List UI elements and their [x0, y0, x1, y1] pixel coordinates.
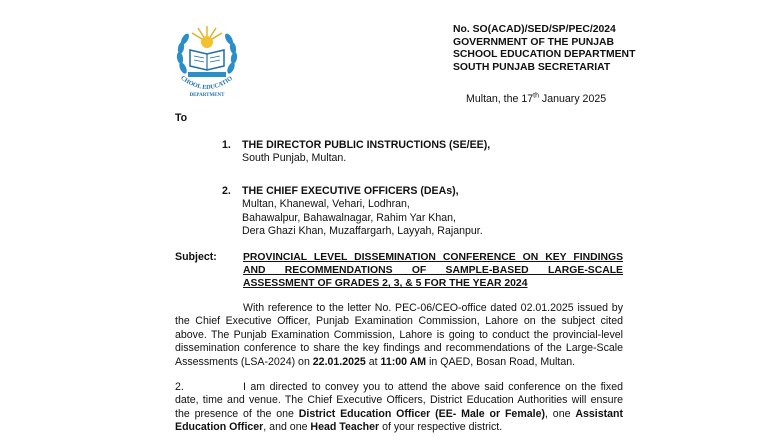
recipient-line: Bahawalpur, Bahawalnagar, Rahim Yar Khan,	[242, 211, 456, 224]
recipient-line: Dera Ghazi Khan, Muzaffargarh, Layyah, Rajanpur.	[242, 225, 483, 238]
recipient-line: Multan, Khanewal, Vehari, Lodhran,	[242, 198, 410, 211]
recipient-title: THE CHIEF EXECUTIVE OFFICERS (DEAs),	[242, 185, 459, 197]
subject-label: Subject:	[175, 251, 217, 263]
reference-number: No. SO(ACAD)/SED/SP/PEC/2024	[453, 24, 616, 35]
letter-header	[453, 24, 635, 74]
header-line-3: SOUTH PUNJAB SECRETARIAT	[453, 61, 611, 73]
letter-page: CHOOL EDUCATIO DEPARTMENT No. SO(ACAD)/SED/SP/PEC/2024 GOVERNMENT OF THE PUNJAB SCHOOL EDUCATION DEPARTMENT SOUTH PUNJAB SECRETARIAT Multan, the 17th January 2025 To 1. THE DIRECTOR PUBLIC INSTRUCTIONS (SE/EE), South Punjab, Multan. 2. THE CHIEF EXECUTIVE OFFICERS (DEAs), Multan, Khanewal, Vehari, Lodhran, Bahawalpur, Bahawalnagar, Rahim Yar Khan, Dera Ghazi Khan, Muzaffargarh, Layyah, Rajanpur. Subject: PROVINCIAL LEVEL DISSEMINATION CONFERENCE ON KEY FINDINGS AND RECOMMENDATIONS OF SAMPLE-BASED LARGE-SCALE ASSESSMENT OF GRADES 2, 3, & 5 FOR THE YEAR 2024 With reference to the letter No. PEC-06/CEO-office dated 02.01.2025 issued by the Chief Executive Officer, Punjab Examination Commission, Lahore on the subject cited above. The Punjab Examination Commission, Lahore is going to conduct the provincial-level dissemination conference to share the key findings and recommendations of the Large-Scale Assessments (LSA-2024) on 22.01.2025 at 11:00 AM in QAED, Bosan Road, Multan. 2. I am directed to convey you to attend the above said conference on the fixed date, time and venue. The Chief Executive Officers, District Education Authorities will ensure the presence of the one District Education Officer (EE- Male or Female), one Assistant Education Officer, and one Head Teacher of your respective district.	[0, 0, 768, 443]
department-logo	[170, 20, 244, 98]
recipient-line: South Punjab, Multan.	[242, 152, 347, 165]
header-line-1: GOVERNMENT OF THE PUNJAB	[453, 36, 615, 48]
subject-text: PROVINCIAL LEVEL DISSEMINATION CONFERENCE ON KEY FINDINGS AND RECOMMENDATIONS OF SAMPLE-BASED LARGE-SCALE ASSESSMENT OF GRADES 2, 3, & 5 FOR THE YEAR 2024	[243, 252, 623, 290]
svg-text:SCHOOL EDUCATION: CHOOL EDUCATIO	[179, 74, 234, 92]
header-line-2: SCHOOL EDUCATION DEPARTMENT	[453, 49, 636, 61]
recipient-title: THE DIRECTOR PUBLIC INSTRUCTIONS (SE/EE),	[242, 139, 491, 151]
to-label: To	[175, 112, 188, 124]
paragraph-2: 2. I am directed to convey you to attend the above said conference on the fixed date, time and venue. The Chief Executive Officers, District Education Authorities will ensure the presence of the one District Education Officer (EE- Male or Female), one Assistant Education Officer, and one Head Teacher of your respective district.	[175, 381, 623, 434]
school-education-emblem-icon	[170, 20, 244, 98]
svg-text:DEPARTMENT: DEPARTMENT	[189, 93, 225, 98]
paragraph-1: With reference to the letter No. PEC-06/CEO-office dated 02.01.2025 issued by the Chief Executive Officer, Punjab Examination Commission, Lahore on the subject cited above. The Punjab Examination Commission, Lahore is going to conduct the provincial-level dissemination conference to share the key findings and recommendations of the Large-Scale Assessments (LSA-2024) on 22.01.2025 at 11:00 AM in QAED, Bosan Road, Multan.	[175, 302, 623, 368]
letter-date: Multan, the 17th January 2025	[466, 92, 607, 105]
